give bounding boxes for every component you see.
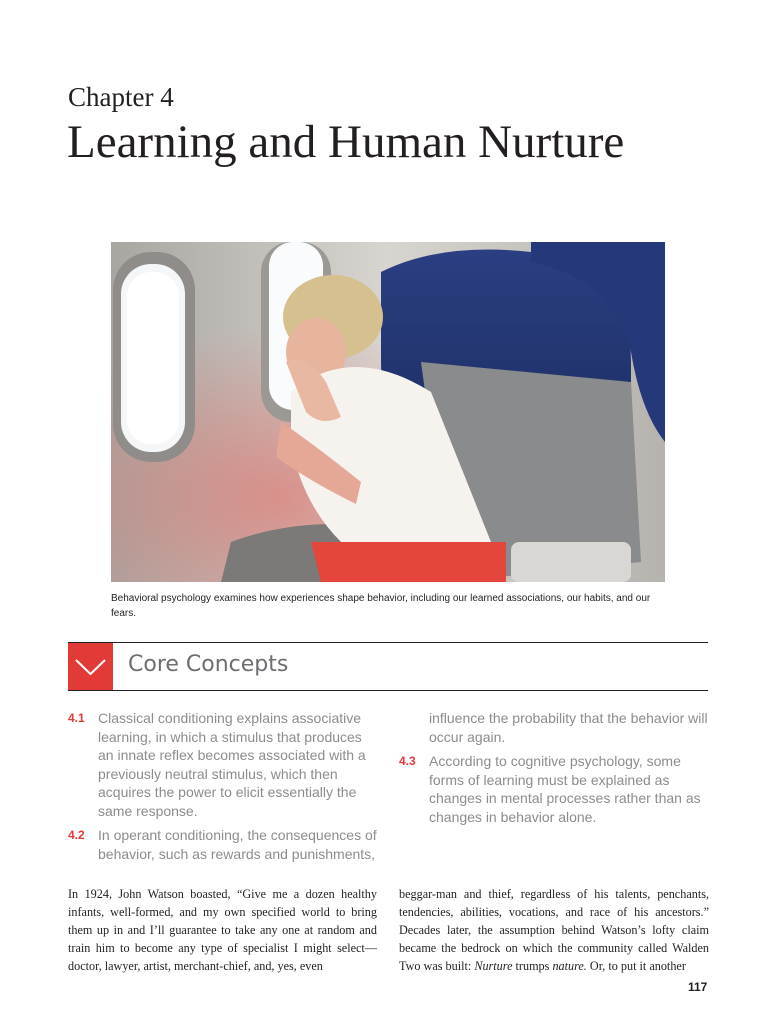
body-text-right <box>399 885 709 975</box>
concept-number: 4.3 <box>399 754 416 768</box>
concept-text: Classical conditioning explains associative learning, in which a stimulus that produces an innate reflex becomes associated with a previously neutral stimulus, which then acquires the power to elicit essentially the same response. <box>98 710 366 819</box>
core-concepts-heading: Core Concepts <box>128 652 289 677</box>
chapter-photo <box>111 242 665 582</box>
concept-number: 4.1 <box>68 711 85 725</box>
body-text-left: In 1924, John Watson boasted, “Give me a dozen healthy infants, well-formed, and my own specified world to bring them up in and I’ll guarantee to take any one at random and train him to become any type of specialist I might select—doctor, lawyer, artist, merchant-chief, and, yes, even <box>68 887 377 973</box>
core-concepts-badge <box>68 643 113 690</box>
concept-item <box>68 709 378 820</box>
concept-text: In operant conditioning, the consequences of behavior, such as rewards and punishments, <box>98 827 377 862</box>
airplane-window-photo <box>111 242 665 582</box>
body-text-segment: beggar-man and thief, regardless of his talents, penchants, tendencies, abilities, vocations, and race of his ancestors.” Decades later, the assumption behind Watson’s lofty claim became the bedrock on which the community called Walden Two was built: <box>399 887 709 973</box>
chapter-label: Chapter 4 <box>68 82 174 112</box>
photo-caption: Behavioral psychology examines how experiences shape behavior, including our learned associations, our habits, and our fears. <box>111 593 651 619</box>
chevron-down-icon <box>68 643 113 690</box>
body-text-emphasis: Nurture <box>474 959 513 973</box>
concept-text: influence the probability that the behavior will occur again. <box>429 710 708 745</box>
core-concepts-rule-bottom <box>68 690 708 691</box>
core-concepts-column-right <box>399 709 719 826</box>
body-text-emphasis: nature. <box>552 959 587 973</box>
concept-item-continued <box>399 709 719 746</box>
page-number: 117 <box>688 980 708 994</box>
core-concepts-rule-top <box>68 642 708 643</box>
concept-item <box>399 752 719 826</box>
chapter-title: Learning and Human Nurture <box>67 116 625 168</box>
core-concepts-column-left <box>68 709 378 863</box>
concept-item <box>68 826 378 863</box>
body-text-segment: Or, to put it another <box>586 959 686 973</box>
concept-number: 4.2 <box>68 828 85 842</box>
body-text-segment: trumps <box>512 959 553 973</box>
concept-text: According to cognitive psychology, some forms of learning must be explained as changes in mental processes rather than as changes in behavior alone. <box>429 753 701 825</box>
